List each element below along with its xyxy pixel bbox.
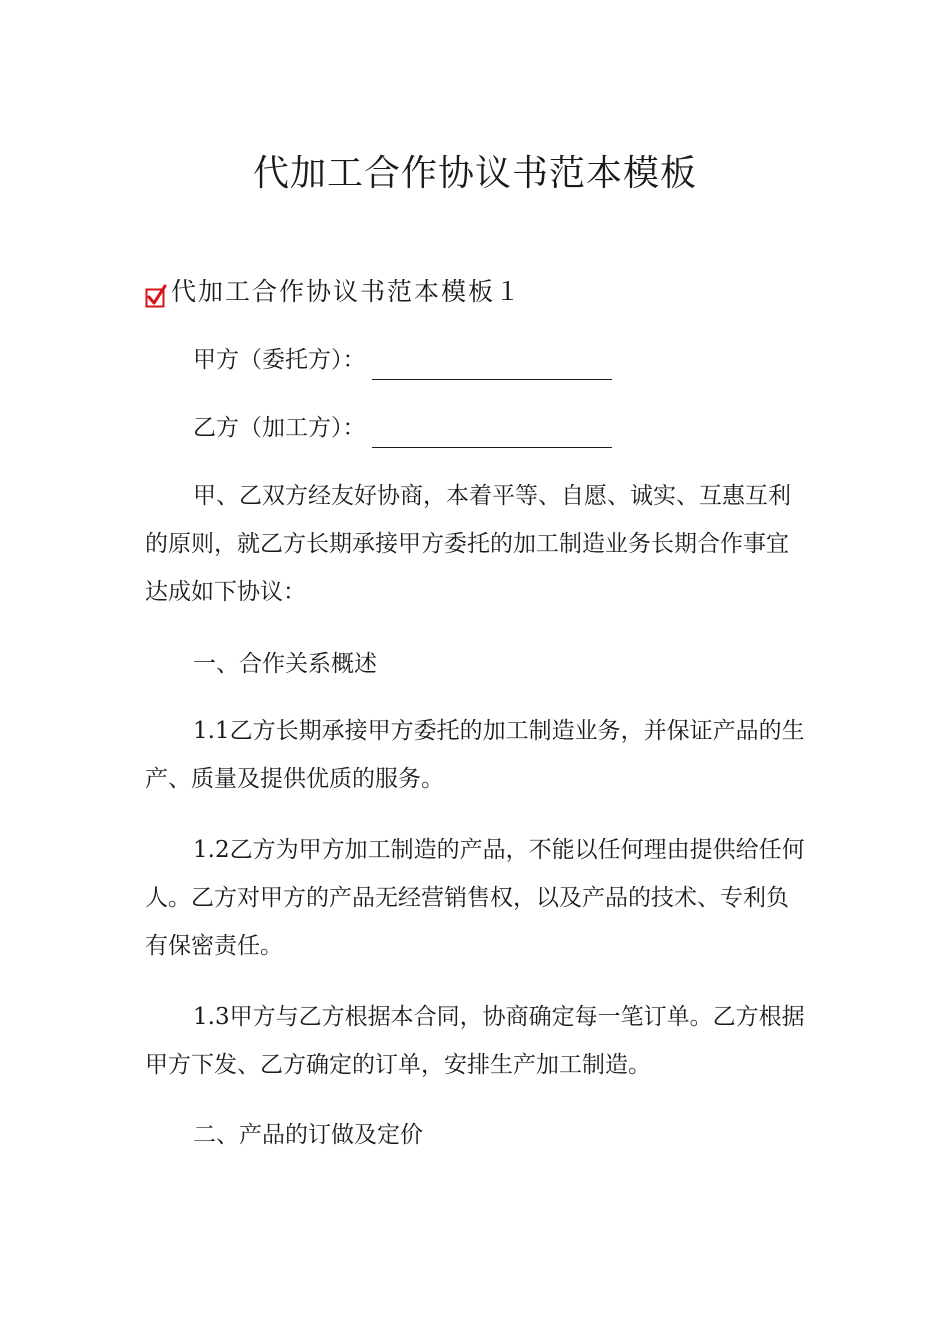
clause-1-2: 1.2乙方为甲方加工制造的产品，不能以任何理由提供给任何人。乙方对甲方的产品无经营销售权，以及产品的技术、专利负有保密责任。 <box>145 837 805 959</box>
clause-1-3: 1.3甲方与乙方根据本合同，协商确定每一笔订单。乙方根据甲方下发、乙方确定的订单，安排生产加工制造。 <box>145 1004 805 1078</box>
intro-paragraph: 甲、乙双方经友好协商，本着平等、自愿、诚实、互惠互利的原则，就乙方长期承接甲方委托的加工制造业务长期合作事宜达成如下协议： <box>145 483 791 605</box>
party-b-field <box>193 408 612 448</box>
party-a-field <box>193 340 612 380</box>
party-a-label: 甲方（委托方）： <box>193 347 366 373</box>
clause-1-1: 1.1乙方长期承接甲方委托的加工制造业务，并保证产品的生产、质量及提供优质的服务。 <box>145 718 805 792</box>
document-title: 代加工合作协议书范本模板 <box>252 153 697 194</box>
heading-1: 一、合作关系概述 <box>193 651 377 677</box>
party-a-blank <box>372 351 612 380</box>
section-heading-text: 代加工合作协议书范本模板１ <box>171 277 523 306</box>
party-b-blank <box>372 419 612 448</box>
section-heading <box>145 270 522 310</box>
party-b-label: 乙方（加工方）： <box>193 415 366 441</box>
heading-2: 二、产品的订做及定价 <box>193 1122 423 1148</box>
checkbox-checked-icon <box>145 284 167 308</box>
